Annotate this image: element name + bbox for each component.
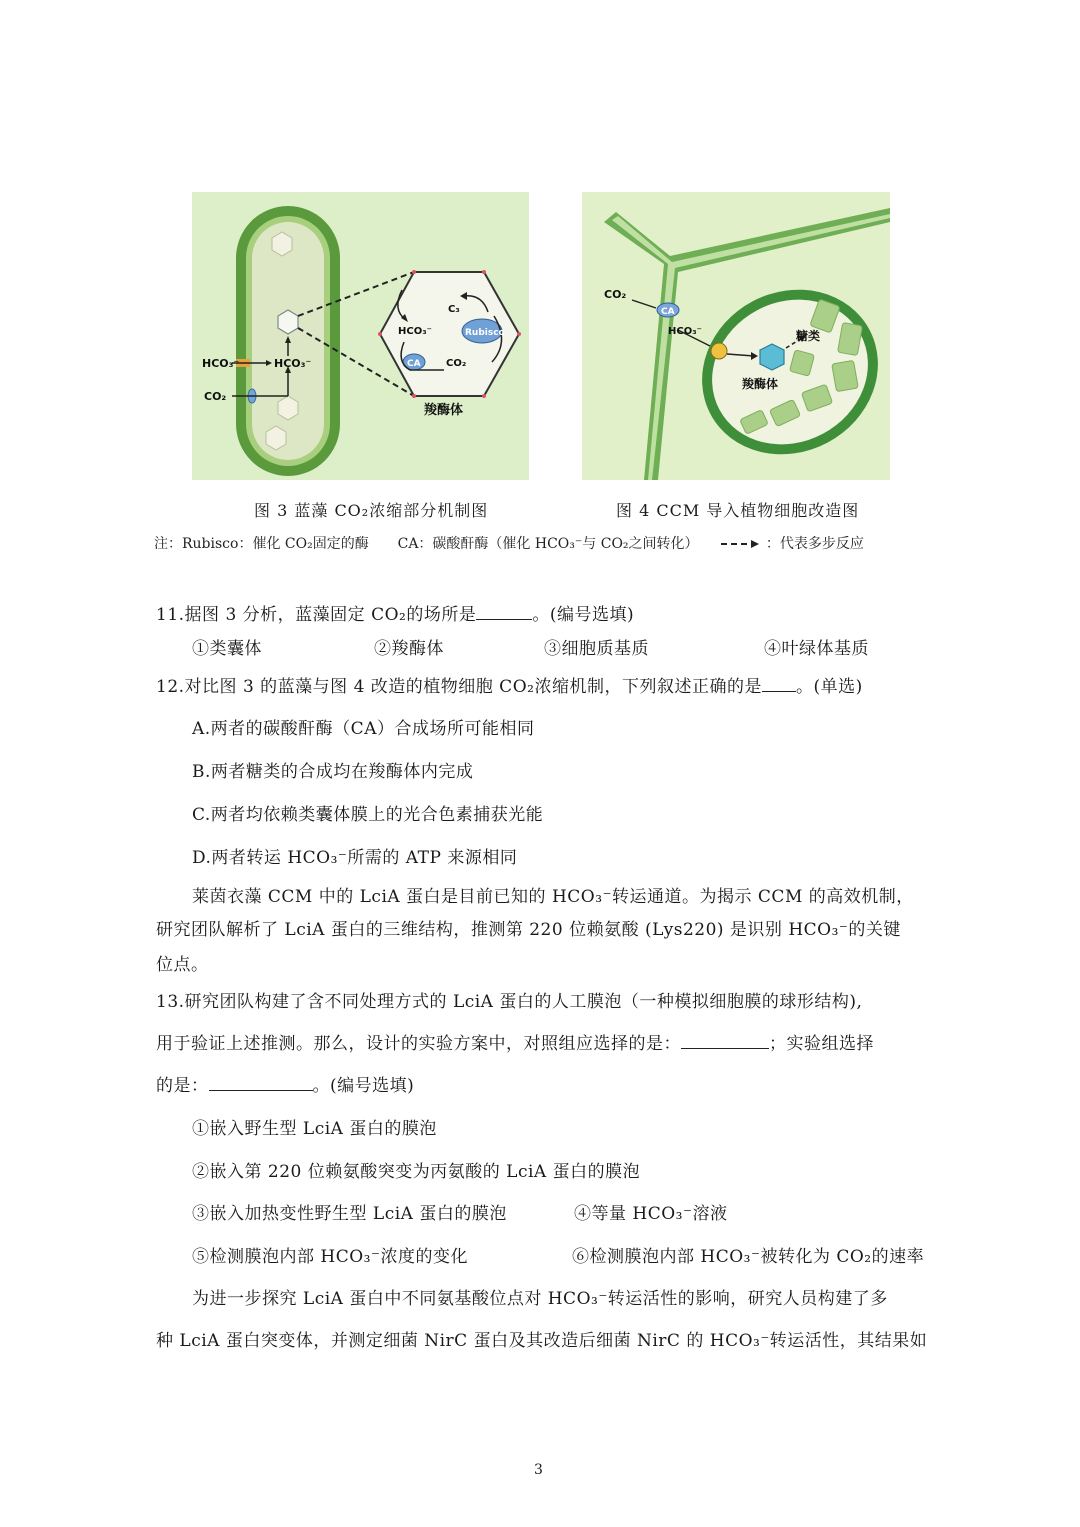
- passage-1-line-1: 莱茵衣藻 CCM 中的 LciA 蛋白是目前已知的 HCO₃⁻转运通道。为揭示 CCM 的高效机制，: [192, 887, 914, 907]
- answer-blank-13-experiment[interactable]: [209, 1076, 313, 1091]
- question-12-tail: 。(单选): [795, 677, 863, 697]
- label-zoom-ca: CA: [407, 359, 421, 369]
- passage-2-line-2: 种 LciA 蛋白突变体，并测定细菌 NirC 蛋白及其改造后细菌 NirC 的 HCO₃⁻转运活性，其结果如: [156, 1331, 928, 1351]
- label-co2: CO₂: [604, 288, 627, 301]
- q13-option-4: ④等量 HCO₃⁻溶液: [574, 1204, 728, 1224]
- label-zoom-hco3: HCO₃⁻: [398, 326, 432, 337]
- question-13-line-1: 13.研究团队构建了含不同处理方式的 LciA 蛋白的人工膜泡（一种模拟细胞膜的球形结构),: [156, 992, 863, 1012]
- figure-4-diagram: [582, 192, 890, 480]
- note-rubisco: 注：Rubisco：催化 CO₂固定的酶: [154, 536, 369, 552]
- page-number: 3: [534, 1462, 543, 1478]
- label-hco3: HCO₃⁻: [668, 326, 702, 337]
- question-11-stem: 11.据图 3 分析，蓝藻固定 CO₂的场所是: [156, 605, 477, 625]
- q13-option-1: ①嵌入野生型 LciA 蛋白的膜泡: [192, 1119, 437, 1139]
- question-13-line-2: [156, 1029, 874, 1054]
- question-11: [156, 600, 634, 625]
- q11-option-3: ③细胞质基质: [544, 639, 649, 659]
- passage-1-line-3: 位点。: [156, 955, 209, 975]
- question-13-line-3: [156, 1071, 414, 1096]
- carboxysome: [760, 344, 784, 370]
- note-ca: CA：碳酸酐酶（催化 HCO₃⁻与 CO₂之间转化）: [397, 536, 699, 552]
- q12-option-a: A.两者的碳酸酐酶（CA）合成场所可能相同: [192, 719, 535, 739]
- question-12-stem: 12.对比图 3 的蓝藻与图 4 改造的植物细胞 CO₂浓缩机制，下列叙述正确的是: [156, 677, 762, 697]
- q13-option-5: ⑤检测膜泡内部 HCO₃⁻浓度的变化: [192, 1247, 468, 1267]
- question-13-line-2b: ；实验组选择: [769, 1034, 874, 1054]
- label-ca: CA: [661, 307, 675, 317]
- q11-option-1: ①类囊体: [192, 639, 262, 659]
- note-arrow: ：代表多步反应: [765, 536, 864, 552]
- carboxysome-hexagon-mid: [278, 310, 298, 334]
- figure-4-caption: 图 4 CCM 导入植物细胞改造图: [616, 501, 860, 520]
- q11-option-4: ④叶绿体基质: [764, 639, 869, 659]
- answer-blank-13-control[interactable]: [681, 1034, 769, 1049]
- question-12: [156, 672, 863, 697]
- q11-option-2: ②羧酶体: [374, 639, 444, 659]
- label-carboxysome: 羧酶体: [742, 377, 779, 391]
- label-zoom-co2: CO₂: [446, 358, 467, 369]
- answer-blank-12[interactable]: [762, 677, 796, 692]
- q12-option-c: C.两者均依赖类囊体膜上的光合色素捕获光能: [192, 805, 544, 825]
- question-13-line-2a: 用于验证上述推测。那么，设计的实验方案中，对照组应选择的是：: [156, 1034, 681, 1054]
- figure-3-caption: 图 3 蓝藻 CO₂浓缩部分机制图: [254, 501, 489, 520]
- label-hco3-outside: HCO₃⁻: [202, 357, 240, 370]
- passage-1-line-2: 研究团队解析了 LciA 蛋白的三维结构，推测第 220 位赖氨酸 (Lys220) 是识别 HCO₃⁻的关键: [156, 920, 901, 940]
- figure-3-diagram: [192, 192, 529, 480]
- figure-note: [154, 533, 864, 553]
- passage-2-line-1: 为进一步探究 LciA 蛋白中不同氨基酸位点对 HCO₃⁻转运活性的影响，研究人员构建了多: [192, 1289, 888, 1309]
- label-zoom-c3: C₃: [448, 304, 460, 315]
- dashed-arrow-icon: [721, 539, 761, 549]
- answer-blank-11[interactable]: [476, 605, 532, 620]
- question-13-line-3a: 的是：: [156, 1076, 209, 1096]
- label-carboxysome: 羧酶体: [424, 403, 464, 418]
- question-11-tail: 。(编号选填): [532, 605, 635, 625]
- q13-option-2: ②嵌入第 220 位赖氨酸突变为丙氨酸的 LciA 蛋白的膜泡: [192, 1162, 641, 1182]
- hco3-transporter: [711, 343, 727, 359]
- q13-option-3: ③嵌入加热变性野生型 LciA 蛋白的膜泡: [192, 1204, 507, 1224]
- label-co2-outside: CO₂: [204, 390, 227, 403]
- q12-option-b: B.两者糖类的合成均在羧酶体内完成: [192, 762, 474, 782]
- question-13-line-3b: 。(编号选填): [312, 1076, 415, 1096]
- q12-option-d: D.两者转运 HCO₃⁻所需的 ATP 来源相同: [192, 848, 518, 868]
- q13-option-6: ⑥检测膜泡内部 HCO₃⁻被转化为 CO₂的速率: [572, 1247, 925, 1267]
- label-sugar: 糖类: [796, 329, 821, 343]
- label-zoom-rubisco: Rubisco: [465, 328, 505, 338]
- label-hco3-inside: HCO₃⁻: [274, 357, 312, 370]
